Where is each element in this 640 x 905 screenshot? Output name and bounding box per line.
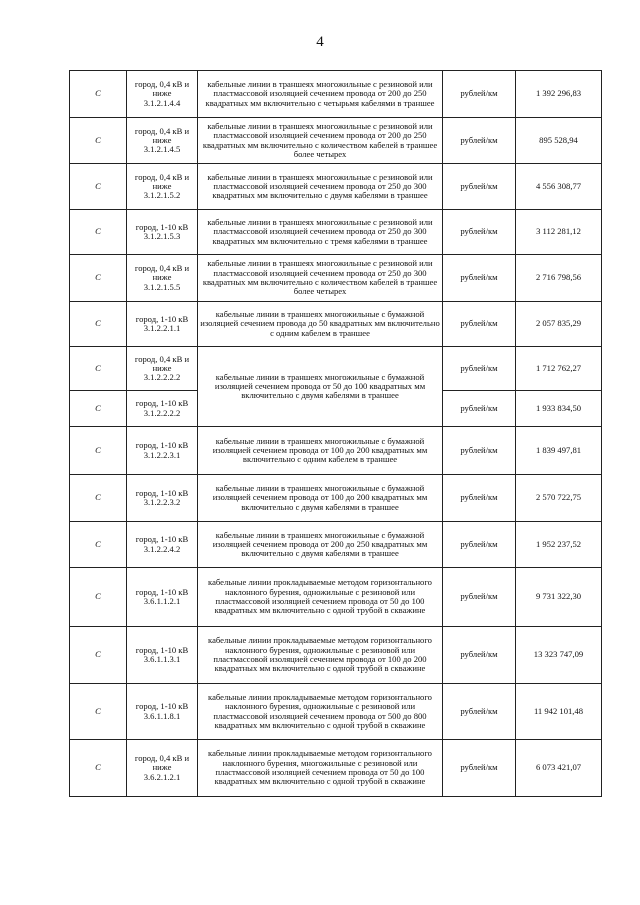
table-row [70,255,602,302]
rate-cell [516,391,602,427]
category-letter-cell [70,71,127,118]
territory-voltage-cell [127,391,198,427]
rate-value: 2 716 798,56 [535,272,582,283]
rate-cell [516,568,602,627]
table-row [70,627,602,684]
category-letter: С [95,226,101,237]
rate-value: 9 731 322,30 [535,591,582,602]
item-code: 3.1.2.1.4.4 [143,97,181,108]
category-letter-cell [70,522,127,568]
description-cell [198,475,443,522]
category-letter: С [95,180,101,191]
territory-voltage-cell [127,627,198,684]
rate-value: 1 839 497,81 [535,444,582,455]
description: кабельные линии в траншеях многожильные с бумажной изоляцией сечением провода до 50 квадратных мм включительно с одним кабелем в траншее [200,309,440,338]
unit-cell [443,347,516,391]
rate-cell [516,684,602,740]
description: кабельные линии в траншеях многожильные с резиновой или пластмассовой изоляцией сечением провода от 250 до 300 квадратных мм включительно с тремя кабелями в траншее [207,217,433,246]
tariff-table [69,70,602,797]
territory-voltage-cell [127,302,198,347]
table-row [70,347,602,391]
category-letter: С [95,88,101,99]
territory-voltage: город, 0,4 кВ и ниже [134,125,190,145]
rate-cell [516,427,602,475]
table-row [70,740,602,797]
table-row [70,568,602,627]
description-cell [198,302,443,347]
category-letter: С [95,444,101,455]
territory-voltage: город, 1-10 кВ [135,398,189,409]
unit: рублей/км [460,591,498,602]
item-code: 3.1.2.2.3.2 [143,497,181,507]
territory-voltage-cell [127,71,198,118]
territory-voltage: город, 1-10 кВ [135,534,189,545]
territory-voltage-cell [127,522,198,568]
unit: рублей/км [460,492,498,503]
item-code: 3.1.2.1.4.5 [143,144,181,155]
description-cell [198,347,443,427]
territory-voltage: город, 1-10 кВ [135,701,189,712]
rate-cell [516,302,602,347]
rate-cell [516,71,602,118]
unit: рублей/км [460,318,498,329]
territory-voltage-cell [127,347,198,391]
item-code: 3.1.2.2.2.2 [143,372,181,383]
item-code: 3.1.2.2.2.2 [143,407,181,418]
territory-voltage-cell [127,684,198,740]
category-letter-cell [70,568,127,627]
category-letter: С [95,272,101,283]
rate-value: 6 073 421,07 [535,762,582,773]
page-number: 4 [316,34,324,50]
rate-value: 895 528,94 [539,134,578,145]
rate-value: 2 570 722,75 [535,492,582,503]
description: кабельные линии в траншеях многожильные с бумажной изоляцией сечением провода от 200 до 250 квадратных мм включительно с двумя кабелями в траншее [212,529,428,559]
description: кабельные линии в траншеях многожильные с бумажной изоляцией сечением провода от 50 до 100 квадратных мм включительно с двумя кабелями в траншее [214,371,426,401]
category-letter: С [95,318,101,329]
category-letter-cell [70,210,127,255]
description-cell [198,684,443,740]
unit-cell [443,475,516,522]
territory-voltage: город, 1-10 кВ [135,586,189,597]
item-code: 3.1.2.1.5.3 [143,231,181,241]
item-code: 3.1.2.1.5.2 [143,190,181,201]
unit-cell [443,164,516,210]
description-cell [198,164,443,210]
table-row [70,302,602,347]
rate-cell [516,522,602,568]
rate-cell [516,210,602,255]
rate-cell [516,475,602,522]
description-cell [198,71,443,118]
unit: рублей/км [460,762,498,773]
unit-cell [443,627,516,684]
rate-value: 11 942 101,48 [533,705,584,716]
table-row [70,475,602,522]
item-code: 3.6.1.1.3.1 [143,654,181,664]
description-cell [198,568,443,627]
rate-value: 1 952 237,52 [535,538,582,549]
territory-voltage: город, 0,4 кВ и ниже [134,263,190,283]
territory-voltage: город, 1-10 кВ [135,221,189,232]
item-code: 3.6.1.1.2.1 [143,596,181,606]
category-letter: С [95,492,101,503]
description: кабельные линии прокладываемые методом горизонтального наклонного бурения, одножильные с резиновой или пластмассовой изоляцией сечением провода от 50 до 100 квадратных мм включительно с одной трубой в скважине [208,577,432,616]
category-letter: С [95,362,101,373]
category-letter: С [95,402,101,413]
territory-voltage-cell [127,164,198,210]
rate-cell [516,347,602,391]
unit: рублей/км [460,226,498,237]
territory-voltage: город, 1-10 кВ [135,440,189,451]
unit: рублей/км [460,272,498,283]
item-code: 3.1.2.1.5.5 [143,281,181,292]
category-letter: С [95,134,101,145]
unit-cell [443,210,516,255]
rate-cell [516,164,602,210]
description: кабельные линии прокладываемые методом горизонтального наклонного бурения, многожильные с резиновой или пластмассовой изоляцией сечением провода от 50 до 100 квадратных мм включительно с одной трубой в скважине [208,748,432,787]
territory-voltage-cell [127,427,198,475]
table-row [70,427,602,475]
territory-voltage-cell [127,118,198,164]
category-letter-cell [70,391,127,427]
unit-cell [443,302,516,347]
category-letter-cell [70,740,127,797]
unit-cell [443,118,516,164]
territory-voltage: город, 0,4 кВ и ниже [134,753,190,773]
item-code: 3.6.2.1.2.1 [143,771,181,782]
rate-value: 2 057 835,29 [535,318,582,329]
description: кабельные линии прокладываемые методом горизонтального наклонного бурения, одножильные с резиновой или пластмассовой изоляцией сечением провода от 100 до 200 квадратных мм включительно с одной трубой в скважине [208,635,432,674]
unit-cell [443,740,516,797]
rate-value: 4 556 308,77 [535,180,582,191]
unit-cell [443,71,516,118]
territory-voltage: город, 1-10 кВ [135,313,189,324]
description-cell [198,740,443,797]
description: кабельные линии в траншеях многожильные с резиновой или пластмассовой изоляцией сечением провода от 250 до 300 квадратных мм включительно с количеством кабелей в траншее более четырех [202,258,438,297]
unit: рублей/км [460,538,498,549]
category-letter-cell [70,164,127,210]
item-code: 3.1.2.2.3.1 [143,449,181,460]
rate-value: 1 712 762,27 [535,362,582,373]
category-letter: С [95,705,101,716]
territory-voltage-cell [127,210,198,255]
unit: рублей/км [460,444,498,455]
rate-cell [516,118,602,164]
description-cell [198,118,443,164]
description-cell [198,522,443,568]
description-cell [198,255,443,302]
description: кабельные линии в траншеях многожильные с резиновой или пластмассовой изоляцией сечением провода от 250 до 300 квадратных мм включительно с двумя кабелями в траншее [207,171,433,201]
item-code: 3.1.2.2.4.2 [143,543,181,554]
territory-voltage-cell [127,475,198,522]
territory-voltage: город, 0,4 кВ и ниже [134,171,190,191]
description: кабельные линии в траншеях многожильные с бумажной изоляцией сечением провода от 100 до 200 квадратных мм включительно с двумя кабелями в траншее [212,483,428,512]
category-letter-cell [70,427,127,475]
item-code: 3.1.2.2.1.1 [143,323,181,333]
category-letter: С [95,538,101,549]
unit-cell [443,568,516,627]
description: кабельные линии в траншеях многожильные с резиновой или пластмассовой изоляцией сечением провода от 200 до 250 квадратных мм включительно с четырьмя кабелями в траншее [205,79,435,108]
category-letter-cell [70,118,127,164]
description-cell [198,427,443,475]
unit: рублей/км [460,649,498,660]
territory-voltage-cell [127,740,198,797]
category-letter-cell [70,302,127,347]
unit-cell [443,522,516,568]
table-row [70,164,602,210]
table-row [70,522,602,568]
unit: рублей/км [460,180,498,191]
category-letter-cell [70,475,127,522]
rate-value: 1 933 834,50 [535,402,582,413]
description: кабельные линии в траншеях многожильные с бумажной изоляцией сечением провода от 100 до 200 квадратных мм включительно с одним кабелем в траншее [212,435,428,465]
territory-voltage-cell [127,255,198,302]
table-row [70,684,602,740]
unit-cell [443,684,516,740]
table-row [70,210,602,255]
rate-cell [516,740,602,797]
table-row [70,118,602,164]
rate-cell [516,255,602,302]
description: кабельные линии прокладываемые методом горизонтального наклонного бурения, одножильные с резиновой или пластмассовой изоляцией сечением провода от 500 до 800 квадратных мм включительно с одной трубой в скважине [208,691,432,730]
category-letter-cell [70,684,127,740]
description-cell [198,627,443,684]
item-code: 3.6.1.1.8.1 [143,710,181,721]
description: кабельные линии в траншеях многожильные с резиновой или пластмассовой изоляцией сечением провода от 200 до 250 квадратных мм включительно с количеством кабелей в траншее более четырех [202,120,438,159]
unit: рублей/км [460,88,498,99]
category-letter-cell [70,627,127,684]
territory-voltage: город, 0,4 кВ и ниже [134,353,190,373]
category-letter: С [95,762,101,773]
unit: рублей/км [460,705,498,716]
category-letter: С [95,591,101,602]
rate-value: 13 323 747,09 [533,649,584,660]
unit-cell [443,391,516,427]
category-letter: С [95,649,101,660]
category-letter-cell [70,347,127,391]
unit: рублей/км [460,134,498,145]
unit-cell [443,255,516,302]
territory-voltage: город, 1-10 кВ [135,487,189,498]
rate-value: 3 112 281,12 [536,226,581,237]
territory-voltage: город, 0,4 кВ и ниже [134,79,190,99]
territory-voltage-cell [127,568,198,627]
unit: рублей/км [460,362,498,373]
table-row [70,71,602,118]
rate-cell [516,627,602,684]
category-letter-cell [70,255,127,302]
unit: рублей/км [460,402,498,413]
unit-cell [443,427,516,475]
description-cell [198,210,443,255]
rate-value: 1 392 296,83 [535,88,582,99]
territory-voltage: город, 1-10 кВ [135,644,189,655]
